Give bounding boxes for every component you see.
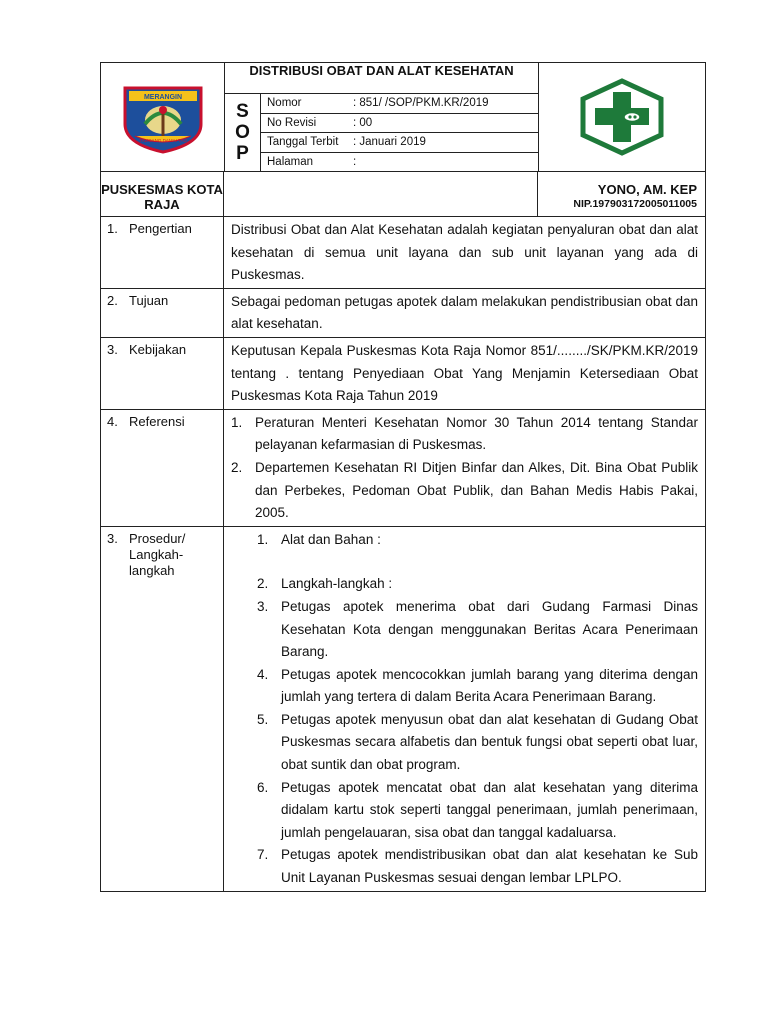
sop-letter-s: S xyxy=(236,101,249,122)
list-item xyxy=(231,457,698,525)
sop-letters xyxy=(225,94,261,171)
section-title: Prosedur/ Langkah-langkah xyxy=(129,530,186,578)
list-number: 1. xyxy=(257,531,269,547)
meta-label: Halaman xyxy=(267,155,314,168)
signer-name: YONO, AM. KEP xyxy=(597,182,697,197)
meta-row-nomor xyxy=(261,94,538,114)
sop-letter-p: P xyxy=(236,143,249,164)
section-text: Sebagai pedoman petugas apotek dalam melakukan pendistribusian obat dan alat kesehatan. xyxy=(231,293,698,332)
list-item xyxy=(257,844,698,889)
regency-logo-cell xyxy=(101,63,225,171)
document-title: DISTRIBUSI OBAT DAN ALAT KESEHATAN xyxy=(225,63,538,94)
list-number: 2. xyxy=(257,576,269,592)
list-item xyxy=(257,777,698,845)
institution-name: PUSKESMAS KOTA RAJA xyxy=(101,172,224,216)
section-list-cell xyxy=(224,527,705,891)
list-number: 2. xyxy=(231,459,243,475)
section-label xyxy=(101,217,224,288)
merangin-emblem-icon xyxy=(119,80,207,154)
section-title: Tujuan xyxy=(129,292,169,308)
list-number: 4. xyxy=(257,666,269,682)
list-number: 7. xyxy=(257,847,269,863)
list-number: 6. xyxy=(257,779,269,795)
list-text: Departemen Kesehatan RI Ditjen Binfar dan Alkes, Dit. Bina Obat Publik dan Perbekes, Pedoman Obat Publik, dan Bahan Medis Habis Pakai, 2005. xyxy=(255,459,698,521)
meta-value: : 851/ /SOP/PKM.KR/2019 xyxy=(353,97,489,110)
section-list-cell xyxy=(224,410,705,526)
sop-meta-block xyxy=(225,94,538,171)
list-text: Petugas apotek menerima obat dari Gudang Farmasi Dinas Kesehatan Kota dengan menggunakan Beritas Acara Penerimaan Barang. xyxy=(281,598,698,660)
section-text: Distribusi Obat dan Alat Kesehatan adalah kegiatan penyaluran obat dan alat kesehatan di semua unit layana dan sub unit layanan yang ada di Puskesmas. xyxy=(231,222,698,283)
list-text: Langkah-langkah : xyxy=(281,576,393,592)
section-number: 1. xyxy=(107,221,118,236)
section-title: Referensi xyxy=(129,413,185,429)
list-text: Petugas apotek mencocokkan jumlah barang yang diterima dengan jumlah yang tertera di dalam Berita Acara Penerimaan Barang. xyxy=(281,666,698,705)
list-item xyxy=(231,412,698,457)
section-text: Keputusan Kepala Puskesmas Kota Raja Nomor 851/......../SK/PKM.KR/2019 tentang . tentang Penyediaan Obat Yang Menjamin Ketersediaan Obat Puskesmas Kota Raja Tahun 2019 xyxy=(231,342,698,404)
list-number: 1. xyxy=(231,414,243,430)
section-kebijakan xyxy=(101,338,705,410)
sop-letter-o: O xyxy=(235,122,250,143)
meta-row-tanggal xyxy=(261,133,538,153)
list-text: Petugas apotek menyusun obat dan alat kesehatan di Gudang Obat Puskesmas secara alfabetis dan bentuk fungsi obat seperti obat luar, obat suntik dan obat program. xyxy=(281,711,698,773)
list-item xyxy=(257,664,698,709)
list-text: Petugas apotek mendistribusikan obat dan alat kesehatan ke Sub Unit Layanan Puskesmas sesuai dengan lembar LPLPO. xyxy=(281,847,698,886)
section-number: 2. xyxy=(107,292,118,308)
list-number: 5. xyxy=(257,711,269,727)
sop-header xyxy=(101,63,705,172)
section-title: Pengertian xyxy=(129,221,192,236)
section-label xyxy=(101,410,224,526)
list-number: 3. xyxy=(257,598,269,614)
meta-value: : xyxy=(353,155,357,168)
procedure-list xyxy=(231,529,698,890)
section-number: 3. xyxy=(107,530,118,546)
list-text: Peraturan Menteri Kesehatan Nomor 30 Tahun 2014 tentang Standar pelayanan kefarmasian di Puskesmas. xyxy=(255,414,698,453)
section-number: 4. xyxy=(107,413,118,429)
section-referensi xyxy=(101,410,705,527)
meta-label: Tanggal Terbit xyxy=(267,136,339,149)
signer-block xyxy=(538,172,705,216)
emblem-top-text: MERANGIN xyxy=(143,94,182,101)
sop-document xyxy=(100,62,706,892)
section-tujuan xyxy=(101,289,705,338)
meta-value: : 00 xyxy=(353,116,373,129)
section-label xyxy=(101,338,224,409)
list-text: Petugas apotek mencatat obat dan alat kesehatan yang diterima didalam kartu stok seperti tanggal penerimaan, jumlah penerimaan, jumlah pengelauaran, sisa obat dan tanggal kadaluarsa. xyxy=(281,779,698,840)
section-pengertian xyxy=(101,217,705,289)
section-title: Kebijakan xyxy=(129,341,187,357)
signature-blank xyxy=(224,172,538,216)
puskesmas-logo-icon xyxy=(577,78,667,156)
puskesmas-logo-cell xyxy=(539,63,705,171)
meta-row-revisi xyxy=(261,114,538,134)
list-item xyxy=(257,709,698,777)
meta-label: No Revisi xyxy=(267,116,317,129)
section-number: 3. xyxy=(107,341,118,357)
sop-subheader xyxy=(101,172,705,217)
list-spacer xyxy=(257,551,698,573)
section-prosedur xyxy=(101,527,705,891)
list-item xyxy=(257,529,698,552)
sop-title-block xyxy=(225,63,539,171)
list-text: Alat dan Bahan : xyxy=(281,531,381,547)
meta-row-halaman xyxy=(261,153,538,172)
sop-meta-table xyxy=(261,94,538,171)
section-label xyxy=(101,527,224,891)
signer-nip: NIP.197903172005011005 xyxy=(573,198,697,210)
reference-list xyxy=(231,412,698,525)
list-item xyxy=(257,573,698,596)
emblem-banner-text: TALIDANG DAMAI TAU xyxy=(138,138,187,143)
list-item xyxy=(257,596,698,664)
meta-value: : Januari 2019 xyxy=(353,136,426,149)
section-label xyxy=(101,289,224,337)
meta-label: Nomor xyxy=(267,97,302,110)
